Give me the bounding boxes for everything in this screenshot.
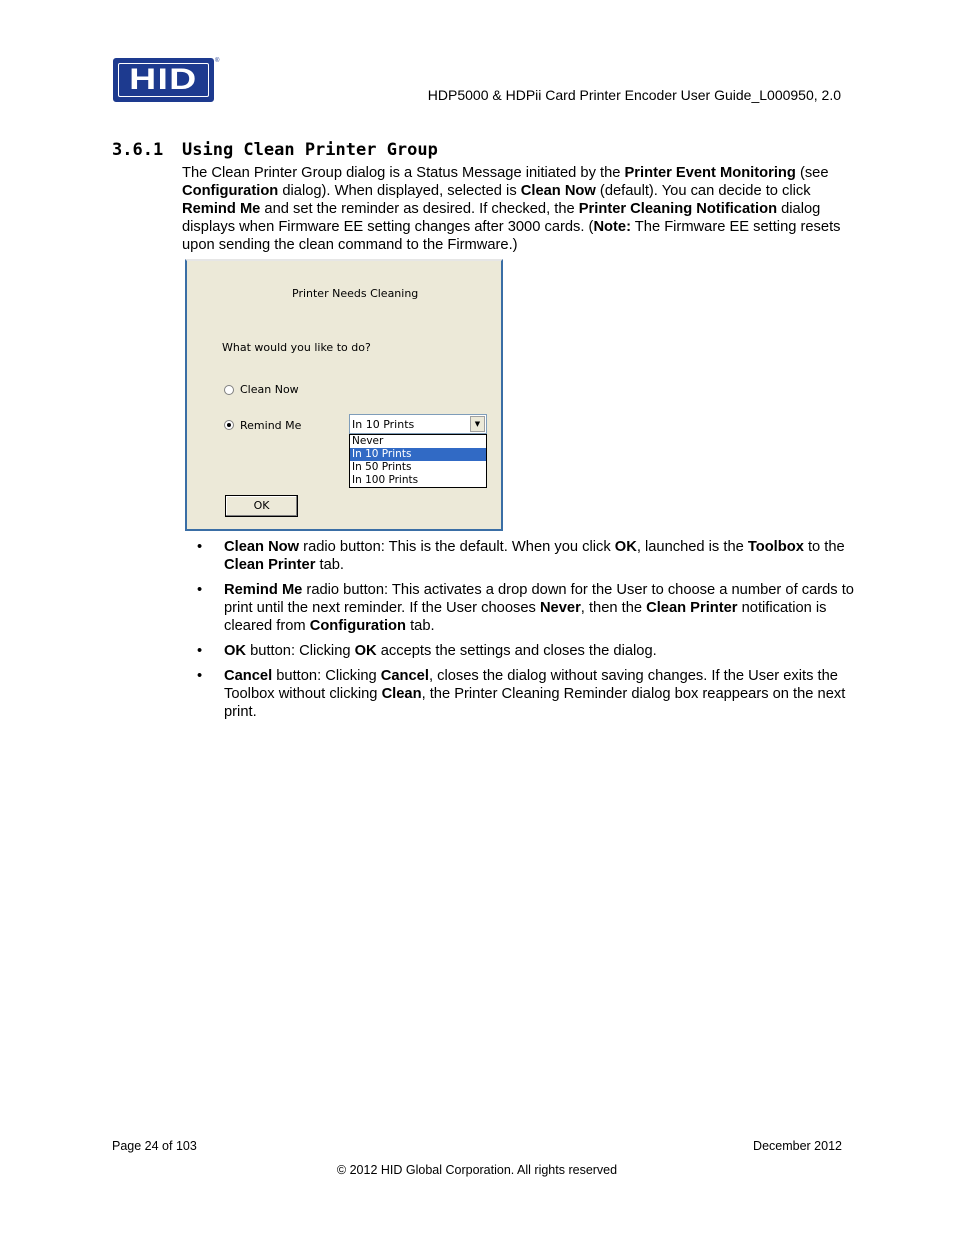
intro-bold: Printer Cleaning Notification [578,201,778,217]
bullet-bold: OK [354,643,377,659]
remind-interval-select[interactable] [349,414,487,434]
section-title: Using Clean Printer Group [182,140,438,160]
intro-text: (default). You can decide to click [595,183,811,199]
list-item [194,642,854,660]
bullet-icon: • [197,643,203,659]
registered-mark: ® [215,58,220,64]
bullet-text: radio button: This activates a drop down for the User to choose a number of cards to print until the next reminder. If the User chooses [224,582,854,616]
button-descriptions-list [194,538,854,728]
bullet-text: button: Clicking [272,668,381,684]
dropdown-option-50-prints[interactable]: In 50 Prints [352,461,412,473]
bullet-icon: • [197,668,203,684]
bullet-bold: Toolbox [747,539,804,555]
bullet-bold: OK [224,643,247,659]
intro-text: The Clean Printer Group dialog is a Status Message initiated by the [182,165,625,181]
bullet-bold: Clean Now [224,539,300,555]
section-number: 3.6.1 [112,140,164,160]
intro-text: dialog). When displayed, selected is [278,183,521,199]
intro-bold: Printer Event Monitoring [624,165,796,181]
hid-logo [113,58,214,102]
intro-text: (see [795,165,829,181]
bullet-text: , then the [580,600,647,616]
intro-bold: Configuration [182,183,279,199]
footer-page-number: Page 24 of 103 [112,1139,197,1153]
bullet-bold: Clean Printer [646,600,738,616]
list-item [194,581,854,635]
dropdown-arrow-icon[interactable]: ▼ [470,416,485,432]
hid-logo-frame [118,63,209,97]
bullet-text: button: Clicking [246,643,355,659]
bullet-text: to the [803,539,845,555]
bullet-bold: Cancel [380,668,429,684]
dropdown-option-10-prints[interactable]: In 10 Prints [350,448,486,461]
list-item [194,538,854,574]
hid-logo-text: HID [129,63,198,96]
intro-text: and set the reminder as desired. If checked, the [260,201,579,217]
intro-text: dialog displays when Firmware EE setting changes after 3000 cards. ( [182,201,821,235]
intro-bold: Clean Now [520,183,596,199]
ok-button[interactable]: OK [225,495,298,517]
bullet-icon: • [197,539,203,555]
bullet-bold: Remind Me [224,582,303,598]
printer-needs-cleaning-dialog [185,259,503,531]
intro-bold: Note: [593,219,631,235]
radio-selected-dot [227,423,231,427]
footer-copyright: © 2012 HID Global Corporation. All rights reserved [336,1163,618,1177]
bullet-text: notification is cleared from [224,600,827,634]
bullet-text: accepts the settings and closes the dialog. [376,643,657,659]
clean-now-radio[interactable] [224,385,234,395]
footer-date: December 2012 [753,1139,842,1153]
select-current-value: In 10 Prints [352,418,415,431]
bullet-bold: Never [539,600,581,616]
clean-now-label[interactable]: Clean Now [240,383,299,396]
bullet-bold: Cancel [224,668,273,684]
intro-text: The Firmware EE setting resets upon sending the clean command to the Firmware.) [182,219,841,253]
intro-paragraph [182,164,847,254]
bullet-bold: Clean Printer [224,557,316,573]
bullet-text: , launched is the [636,539,748,555]
bullet-text: , closes the dialog without saving changes. If the User exits the Toolbox without clicking [224,668,838,702]
bullet-text: , the Printer Cleaning Reminder dialog box reappears on the next print. [224,686,846,720]
dialog-question: What would you like to do? [222,341,371,354]
list-item [194,667,854,721]
dialog-title: Printer Needs Cleaning [292,287,419,300]
remind-me-label[interactable]: Remind Me [240,419,302,432]
bullet-icon: • [197,582,203,598]
section-heading [112,140,438,160]
bullet-text: radio button: This is the default. When you click [299,539,615,555]
bullet-bold: Configuration [309,618,406,634]
remind-me-radio[interactable] [224,420,234,430]
dropdown-option-never[interactable]: Never [352,435,384,447]
document-title: HDP5000 & HDPii Card Printer Encoder User Guide_L000950, 2.0 [427,87,841,103]
bullet-text: tab. [315,557,345,573]
remind-interval-dropdown [349,434,487,488]
dropdown-option-100-prints[interactable]: In 100 Prints [352,474,419,486]
intro-bold: Remind Me [182,201,261,217]
bullet-bold: Clean [381,686,422,702]
bullet-bold: OK [614,539,637,555]
bullet-text: tab. [405,618,435,634]
